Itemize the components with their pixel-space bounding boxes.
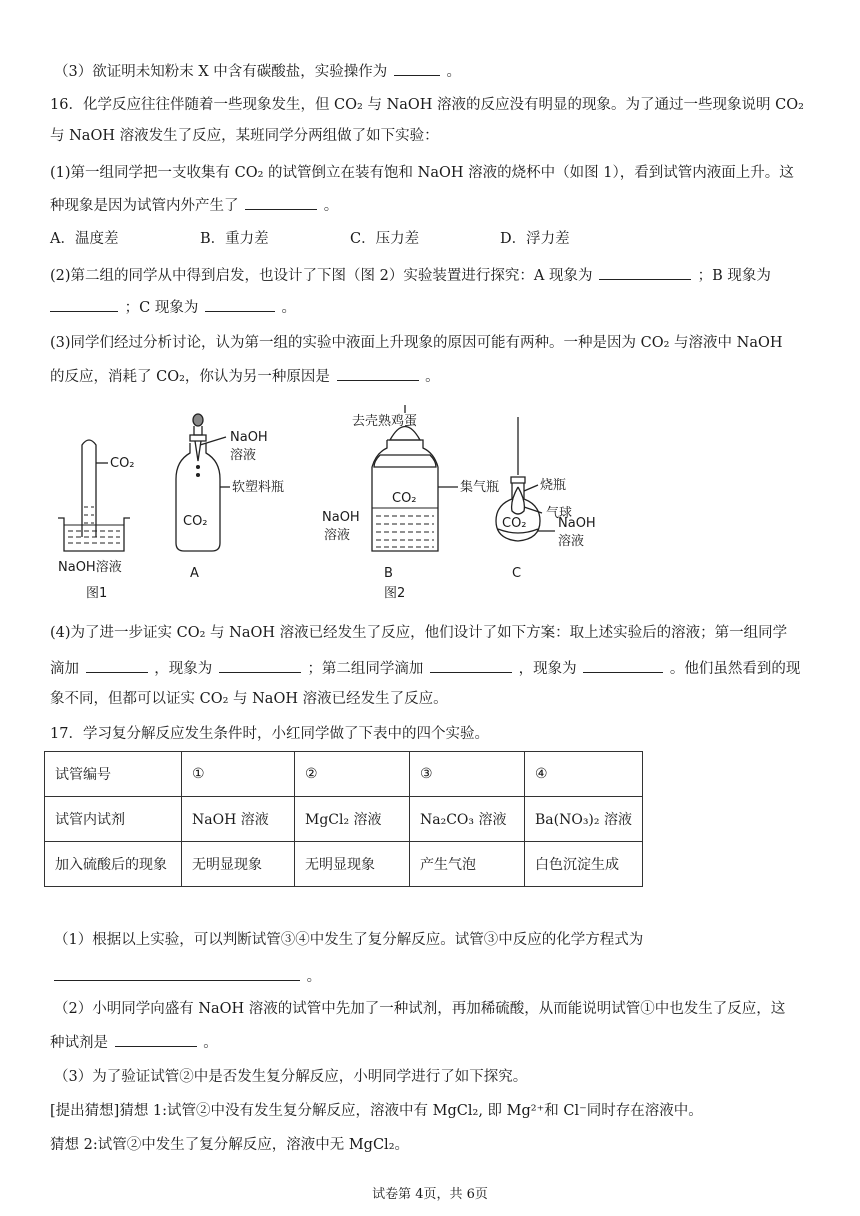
q16-part3-line2: 的反应，消耗了 CO₂，你认为另一种原因是 。: [50, 364, 812, 388]
q16-part2-line1: (2)第二组的同学从中得到启发，也设计了下图（图 2）实验装置进行探究：A 现象为 ；B 现象为: [50, 263, 812, 287]
table-cell: 试管编号: [45, 752, 182, 797]
option-a[interactable]: A．温度差: [50, 231, 119, 247]
figa-solution-label: 溶液: [230, 448, 257, 463]
q16-intro-line1: 16．化学反应往往伴随着一些现象发生，但 CO₂ 与 NaOH 溶液的反应没有明显的现象。为了通过一些现象说明 CO₂: [50, 97, 804, 113]
table-cell: ④: [525, 752, 643, 797]
table-row: [45, 797, 643, 842]
table-row: [45, 842, 643, 887]
figc-naoh-label: NaOH: [558, 516, 596, 531]
apparatus-drawing: [50, 405, 650, 610]
answer-blank[interactable]: [115, 1030, 197, 1047]
answer-blank[interactable]: [245, 193, 317, 210]
fig1-caption: 图1: [86, 586, 108, 601]
q16-part3-line1: (3)同学们经过分析讨论，认为第一组的实验中液面上升现象的原因可能有两种。一种是因为 CO₂ 与溶液中 NaOH: [50, 335, 783, 351]
figc-solution-label: 溶液: [558, 534, 585, 549]
figb-egg-label: 去壳熟鸡蛋: [352, 414, 418, 429]
q17-guess2: 猜想 2:试管②中发生了复分解反应，溶液中无 MgCl₂。: [50, 1137, 410, 1153]
q17-intro: 17．学习复分解反应发生条件时，小红同学做了下表中的四个实验。: [50, 726, 489, 742]
q17-part2-line2: 种试剂是 。: [50, 1030, 812, 1054]
fig1-co2-label: CO₂: [110, 456, 135, 471]
fig1-solution-label: NaOH溶液: [58, 560, 122, 575]
answer-blank[interactable]: [54, 964, 300, 981]
figa-naoh-label: NaOH: [230, 430, 268, 445]
figb-naoh-label: NaOH: [322, 510, 360, 525]
table-cell: 无明显现象: [295, 842, 410, 887]
q15-part3: （3）欲证明未知粉末 X 中含有碳酸盐，实验操作为 。: [54, 59, 812, 83]
table-cell: 白色沉淀生成: [525, 842, 643, 887]
figb-jar-label: 集气瓶: [460, 480, 500, 495]
q16-options: [50, 228, 610, 250]
table-cell: NaOH 溶液: [182, 797, 295, 842]
q16-part4-line1: (4)为了进一步证实 CO₂ 与 NaOH 溶液已经发生了反应，他们设计了如下方案：取上述实验后的溶液；第一组同学: [50, 625, 788, 641]
figc-flask-label: 烧瓶: [540, 478, 567, 493]
figc-balloon-label: 气球: [546, 506, 573, 521]
option-b[interactable]: B．重力差: [200, 231, 269, 247]
figc-letter: C: [512, 566, 522, 581]
table-cell: 产生气泡: [410, 842, 525, 887]
figb-letter: B: [384, 566, 393, 581]
q16-part2-line2: ；C 现象为 。: [50, 295, 812, 319]
figb-solution-label: 溶液: [324, 528, 351, 543]
q17-part1-line2: 。: [54, 964, 812, 988]
fig2-caption: 图2: [384, 586, 406, 601]
table-cell: ②: [295, 752, 410, 797]
q17-part1-line1: （1）根据以上实验，可以判断试管③④中发生了复分解反应。试管③中反应的化学方程式为: [54, 932, 644, 948]
table-cell: ①: [182, 752, 295, 797]
answer-blank-b[interactable]: [50, 295, 118, 312]
q16-part1-line1: (1)第一组同学把一支收集有 CO₂ 的试管倒立在装有饱和 NaOH 溶液的烧杯中（如图 1），看到试管内液面上升。这: [50, 165, 794, 181]
figc-co2-label: CO₂: [502, 516, 527, 531]
answer-blank[interactable]: [394, 59, 440, 76]
table-cell: 无明显现象: [182, 842, 295, 887]
q17-guess1: [提出猜想]猜想 1:试管②中没有发生复分解反应，溶液中有 MgCl₂, 即 Mg²⁺和 Cl⁻同时存在溶液中。: [50, 1103, 703, 1119]
q16-part4-line2: 滴加 ，现象为 ；第二组同学滴加 ，现象为 。他们虽然看到的现: [50, 656, 812, 680]
page-footer: 试卷第 4页，共 6页: [372, 1187, 488, 1202]
option-d[interactable]: D．浮力差: [500, 231, 570, 247]
figa-co2-label: CO₂: [183, 514, 208, 529]
answer-blank-c[interactable]: [205, 295, 275, 312]
figb-co2-label: CO₂: [392, 491, 417, 506]
table-cell: Ba(NO₃)₂ 溶液: [525, 797, 643, 842]
answer-blank-1[interactable]: [86, 656, 148, 673]
table-cell: 加入硫酸后的现象: [45, 842, 182, 887]
inverted-test-tube: [82, 440, 96, 537]
figa-bottle-label: 软塑料瓶: [232, 480, 285, 495]
answer-blank[interactable]: [337, 364, 419, 381]
answer-blank-3[interactable]: [430, 656, 512, 673]
apparatus-figures: [50, 405, 650, 610]
table-cell: MgCl₂ 溶液: [295, 797, 410, 842]
q16-intro-line2: 与 NaOH 溶液发生了反应，某班同学分两组做了如下实验：: [50, 128, 439, 144]
answer-blank-4[interactable]: [583, 656, 663, 673]
table-row: [45, 752, 643, 797]
experiment-table: [44, 751, 643, 887]
answer-blank-a[interactable]: [599, 263, 691, 280]
table-cell: 试管内试剂: [45, 797, 182, 842]
q17-part3: （3）为了验证试管②中是否发生复分解反应，小明同学进行了如下探究。: [54, 1069, 528, 1085]
table-cell: ③: [410, 752, 525, 797]
q16-part4-line3: 象不同，但都可以证实 CO₂ 与 NaOH 溶液已经发生了反应。: [50, 691, 448, 707]
table-cell: Na₂CO₃ 溶液: [410, 797, 525, 842]
option-c[interactable]: C．压力差: [350, 231, 420, 247]
figa-letter: A: [190, 566, 199, 581]
answer-blank-2[interactable]: [219, 656, 301, 673]
q17-part2-line1: （2）小明同学向盛有 NaOH 溶液的试管中先加了一种试剂，再加稀硫酸，从而能说明试管①中也发生了反应，这: [54, 1001, 786, 1017]
q16-part1-line2: 种现象是因为试管内外产生了 。: [50, 193, 812, 217]
